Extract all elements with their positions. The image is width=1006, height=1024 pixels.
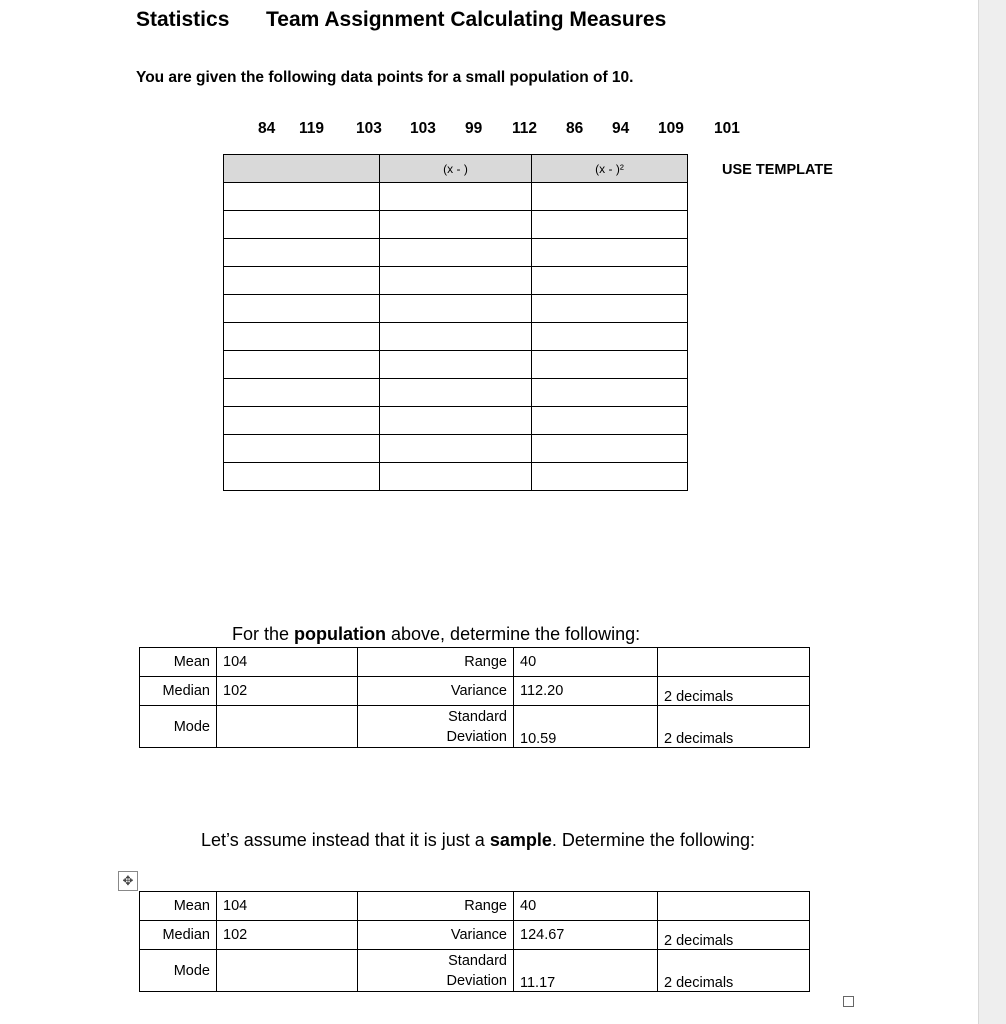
template-cell[interactable] — [224, 435, 380, 463]
template-row — [224, 407, 688, 435]
template-cell[interactable] — [532, 239, 688, 267]
data-point: 86 — [566, 120, 584, 137]
template-cell[interactable] — [532, 463, 688, 491]
variance-note[interactable]: 2 decimals — [658, 677, 810, 706]
result-row — [140, 677, 810, 706]
population-suffix: above, determine the following: — [386, 624, 641, 644]
sample-suffix: . Determine the following: — [551, 830, 755, 850]
template-row — [224, 211, 688, 239]
standard-deviation-label — [358, 706, 514, 748]
template-cell[interactable] — [224, 183, 380, 211]
template-cell[interactable] — [380, 183, 532, 211]
standard-deviation-value[interactable]: 11.17 — [514, 950, 658, 992]
title-assignment: Team Assignment Calculating Measures — [266, 8, 667, 31]
mean-value[interactable]: 104 — [217, 892, 358, 921]
data-point: 94 — [612, 120, 630, 137]
template-cell[interactable] — [532, 407, 688, 435]
template-row — [224, 267, 688, 295]
population-results-table[interactable] — [139, 647, 810, 748]
data-point: 103 — [410, 120, 436, 137]
template-row — [224, 323, 688, 351]
standard-deviation-note[interactable]: 2 decimals — [658, 950, 810, 992]
template-cell[interactable] — [380, 211, 532, 239]
template-cell[interactable] — [532, 435, 688, 463]
median-value[interactable]: 102 — [217, 921, 358, 950]
template-cell[interactable] — [380, 267, 532, 295]
variance-note[interactable]: 2 decimals — [658, 921, 810, 950]
mean-label: Mean — [140, 648, 217, 677]
intro-text: You are given the following data points for a small population of 10. — [136, 69, 634, 86]
use-template-label: USE TEMPLATE — [722, 162, 833, 178]
template-cell[interactable] — [532, 379, 688, 407]
standard-deviation-label — [358, 950, 514, 992]
template-cell[interactable] — [380, 351, 532, 379]
median-value[interactable]: 102 — [217, 677, 358, 706]
template-row — [224, 463, 688, 491]
data-point: 109 — [658, 120, 684, 137]
template-header-cell[interactable]: (x - )² — [532, 155, 688, 183]
result-row — [140, 892, 810, 921]
template-cell[interactable] — [224, 239, 380, 267]
data-point: 103 — [356, 120, 382, 137]
data-points-row — [0, 120, 978, 142]
sd-label-line1: Standard — [448, 952, 507, 969]
range-note[interactable] — [658, 648, 810, 677]
range-label: Range — [358, 892, 514, 921]
population-emphasis: population — [294, 624, 387, 644]
template-cell[interactable] — [224, 211, 380, 239]
template-cell[interactable] — [380, 463, 532, 491]
template-cell[interactable] — [380, 407, 532, 435]
data-point: 112 — [512, 120, 538, 137]
population-prefix: For the — [232, 624, 295, 644]
template-row — [224, 295, 688, 323]
template-cell[interactable] — [224, 323, 380, 351]
template-cell[interactable] — [224, 379, 380, 407]
calculation-template-table[interactable] — [223, 154, 688, 491]
template-cell[interactable] — [224, 463, 380, 491]
standard-deviation-note[interactable]: 2 decimals — [658, 706, 810, 748]
template-cell[interactable] — [532, 267, 688, 295]
sd-label-line2: Deviation — [446, 972, 507, 989]
document-gutter — [978, 0, 1006, 1024]
template-cell[interactable] — [380, 295, 532, 323]
variance-value[interactable]: 124.67 — [514, 921, 658, 950]
result-row — [140, 648, 810, 677]
sd-label-line1: Standard — [448, 708, 507, 725]
sample-emphasis: sample — [489, 830, 552, 850]
variance-value[interactable]: 112.20 — [514, 677, 658, 706]
data-point: 99 — [465, 120, 483, 137]
template-cell[interactable] — [224, 295, 380, 323]
template-row — [224, 435, 688, 463]
median-label: Median — [140, 921, 217, 950]
template-row — [224, 351, 688, 379]
standard-deviation-value[interactable]: 10.59 — [514, 706, 658, 748]
result-row — [140, 950, 810, 992]
template-cell[interactable] — [380, 435, 532, 463]
template-row — [224, 239, 688, 267]
mean-label: Mean — [140, 892, 217, 921]
range-note[interactable] — [658, 892, 810, 921]
template-row — [224, 379, 688, 407]
template-cell[interactable] — [380, 379, 532, 407]
template-header-row — [224, 155, 688, 183]
result-row — [140, 921, 810, 950]
range-value[interactable]: 40 — [514, 648, 658, 677]
data-point: 101 — [714, 120, 740, 137]
data-point: 119 — [299, 120, 325, 137]
table-move-handle-icon[interactable]: ✥ — [118, 871, 138, 891]
result-row — [140, 706, 810, 748]
template-cell[interactable] — [224, 351, 380, 379]
template-cell[interactable] — [224, 267, 380, 295]
template-cell[interactable] — [532, 323, 688, 351]
data-point: 84 — [258, 120, 276, 137]
variance-label: Variance — [358, 921, 514, 950]
template-cell[interactable] — [532, 183, 688, 211]
template-cell[interactable] — [380, 323, 532, 351]
template-row — [224, 183, 688, 211]
range-value[interactable]: 40 — [514, 892, 658, 921]
template-header-cell[interactable]: (x - ) — [380, 155, 532, 183]
variance-label: Variance — [358, 677, 514, 706]
template-cell[interactable] — [532, 351, 688, 379]
mode-value[interactable] — [217, 706, 358, 748]
mode-value[interactable] — [217, 950, 358, 992]
sd-label-line2: Deviation — [446, 728, 507, 745]
mode-label: Mode — [140, 706, 217, 748]
template-cell[interactable] — [380, 239, 532, 267]
template-header-cell[interactable] — [224, 155, 380, 183]
population-instructions — [232, 624, 640, 645]
template-cell[interactable] — [532, 211, 688, 239]
template-cell[interactable] — [224, 407, 380, 435]
template-cell[interactable] — [532, 295, 688, 323]
title-subject: Statistics — [136, 8, 230, 31]
sample-results-table[interactable] — [139, 891, 810, 992]
range-label: Range — [358, 648, 514, 677]
mean-value[interactable]: 104 — [217, 648, 358, 677]
sample-prefix: Let’s assume instead that it is just a — [201, 830, 490, 850]
median-label: Median — [140, 677, 217, 706]
sample-instructions — [201, 830, 755, 851]
table-resize-handle-icon[interactable] — [843, 996, 854, 1007]
mode-label: Mode — [140, 950, 217, 992]
